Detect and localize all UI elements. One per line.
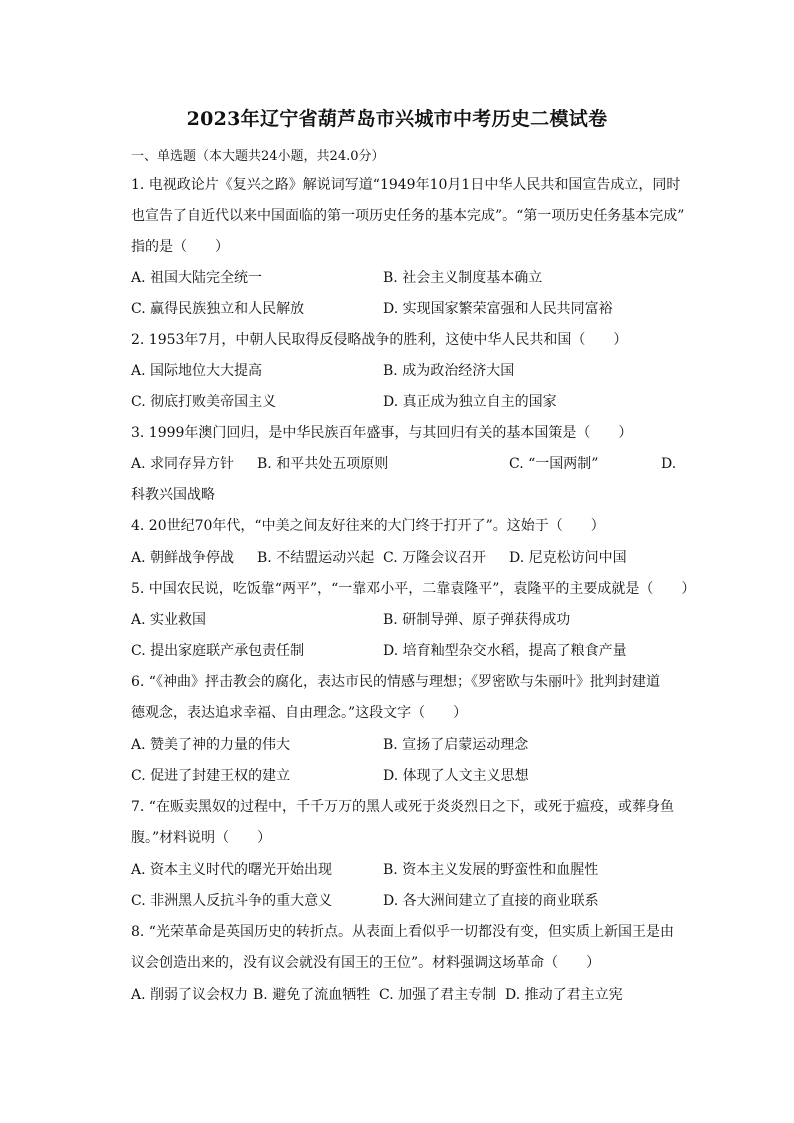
question-1-option-c[interactable]: C. 赢得民族独立和人民解放 — [131, 301, 305, 317]
section-heading: 一、单选题（本大题共24小题，共24.0分） — [131, 149, 385, 164]
question-3-option-a[interactable]: A. 求同存异方针 — [131, 456, 235, 472]
question-4-option-d[interactable]: D. 尼克松访问中国 — [509, 550, 627, 566]
question-5-option-d[interactable]: D. 培育籼型杂交水稻，提高了粮食产量 — [383, 643, 627, 659]
question-line: 4. 20世纪70年代，“中美之间友好往来的大门终于打开了”。这始于（ ） — [131, 518, 605, 534]
question-1-option-a[interactable]: A. 祖国大陆完全统一 — [131, 270, 263, 286]
question-2-option-a[interactable]: A. 国际地位大大提高 — [131, 363, 263, 379]
question-6-option-a[interactable]: A. 赞美了神的力量的伟大 — [131, 737, 291, 753]
question-7-option-b[interactable]: B. 资本主义发展的野蛮性和血腥性 — [383, 862, 599, 878]
question-8-option-c[interactable]: C. 加强了君主专制 — [379, 987, 497, 1003]
question-3-option-d-text[interactable]: 科教兴国战略 — [131, 487, 215, 503]
question-4-option-c[interactable]: C. 万隆会议召开 — [383, 550, 487, 566]
question-7-option-d[interactable]: D. 各大洲间建立了直接的商业联系 — [383, 893, 599, 909]
question-line: 6. “《神曲》抨击教会的腐化，表达市民的情感与理想；《罗密欧与朱丽叶》批判封建道 — [131, 674, 660, 690]
question-8-option-d[interactable]: D. 推动了君主立宪 — [505, 987, 623, 1003]
question-2-option-d[interactable]: D. 真正成为独立自主的国家 — [383, 394, 557, 410]
question-6-stem — [131, 667, 705, 729]
question-1-option-d[interactable]: D. 实现国家繁荣富强和人民共同富裕 — [383, 301, 613, 317]
question-2-option-c[interactable]: C. 彻底打败美帝国主义 — [131, 394, 277, 410]
question-4-option-a[interactable]: A. 朝鲜战争停战 — [131, 550, 235, 566]
question-8-option-a[interactable]: A. 削弱了议会权力 — [131, 987, 249, 1003]
question-5-option-a[interactable]: A. 实业救国 — [131, 612, 207, 628]
exam-title: 2023年辽宁省葫芦岛市兴城市中考历史二模试卷 — [186, 108, 608, 130]
question-6-option-c[interactable]: C. 促进了封建王权的建立 — [131, 768, 291, 784]
question-line: 7. “在贩卖黑奴的过程中，千千万万的黑人或死于炎炎烈日之下，或死于瘟疫，或葬身鱼 — [131, 799, 674, 815]
question-1-stem — [131, 170, 705, 263]
question-line: 指的是（ ） — [131, 239, 229, 255]
question-line: 腹。”材料说明（ ） — [131, 830, 272, 846]
question-line: 3. 1999年澳门回归，是中华民族百年盛事，与其回归有关的基本国策是（ ） — [131, 425, 633, 441]
question-1-option-b[interactable]: B. 社会主义制度基本确立 — [383, 270, 543, 286]
question-4-stem — [131, 511, 705, 542]
question-3-option-c[interactable]: C. “一国两制” — [509, 456, 599, 472]
question-line: 8. “光荣革命是英国历史的转折点。从表面上看似乎一切都没有变，但实质上新国王是由 — [131, 924, 674, 940]
question-line: 1. 电视政论片《复兴之路》解说词写道“1949年10月1日中华人民共和国宣告成立，同时 — [131, 177, 681, 193]
question-5-stem — [131, 574, 705, 605]
question-3-option-b[interactable]: B. 和平共处五项原则 — [257, 456, 389, 472]
question-7-option-c[interactable]: C. 非洲黑人反抗斗争的重大意义 — [131, 893, 333, 909]
question-line: 2. 1953年7月，中朝人民取得反侵略战争的胜利，这使中华人民共和国（ ） — [131, 332, 628, 348]
question-7-stem — [131, 792, 705, 854]
question-5-option-c[interactable]: C. 提出家庭联产承包责任制 — [131, 643, 305, 659]
question-7-option-a[interactable]: A. 资本主义时代的曙光开始出现 — [131, 862, 333, 878]
question-line: 也宣告了自近代以来中国面临的第一项历史任务的基本完成”。“第一项历史任务基本完成” — [131, 208, 685, 224]
question-line: 议会创造出来的，没有议会就没有国王的王位”。材料强调这场革命（ ） — [131, 955, 601, 971]
question-3-option-d[interactable]: D. — [661, 456, 677, 472]
question-2-option-b[interactable]: B. 成为政治经济大国 — [383, 363, 515, 379]
question-6-option-b[interactable]: B. 宣扬了启蒙运动理念 — [383, 737, 529, 753]
question-8-stem — [131, 917, 705, 979]
question-4-option-b[interactable]: B. 不结盟运动兴起 — [257, 550, 375, 566]
question-5-option-b[interactable]: B. 研制导弹、原子弹获得成功 — [383, 612, 571, 628]
question-line: 5. 中国农民说，吃饭靠“两平”，“一靠邓小平，二靠袁隆平”，袁隆平的主要成就是（ ） — [131, 581, 696, 597]
question-8-option-b[interactable]: B. 避免了流血牺牲 — [253, 987, 371, 1003]
question-2-stem — [131, 325, 705, 356]
question-3-stem — [131, 418, 705, 449]
question-line: 德观念，表达追求幸福、自由理念。”这段文字（ ） — [131, 705, 468, 721]
question-6-option-d[interactable]: D. 体现了人文主义思想 — [383, 768, 529, 784]
